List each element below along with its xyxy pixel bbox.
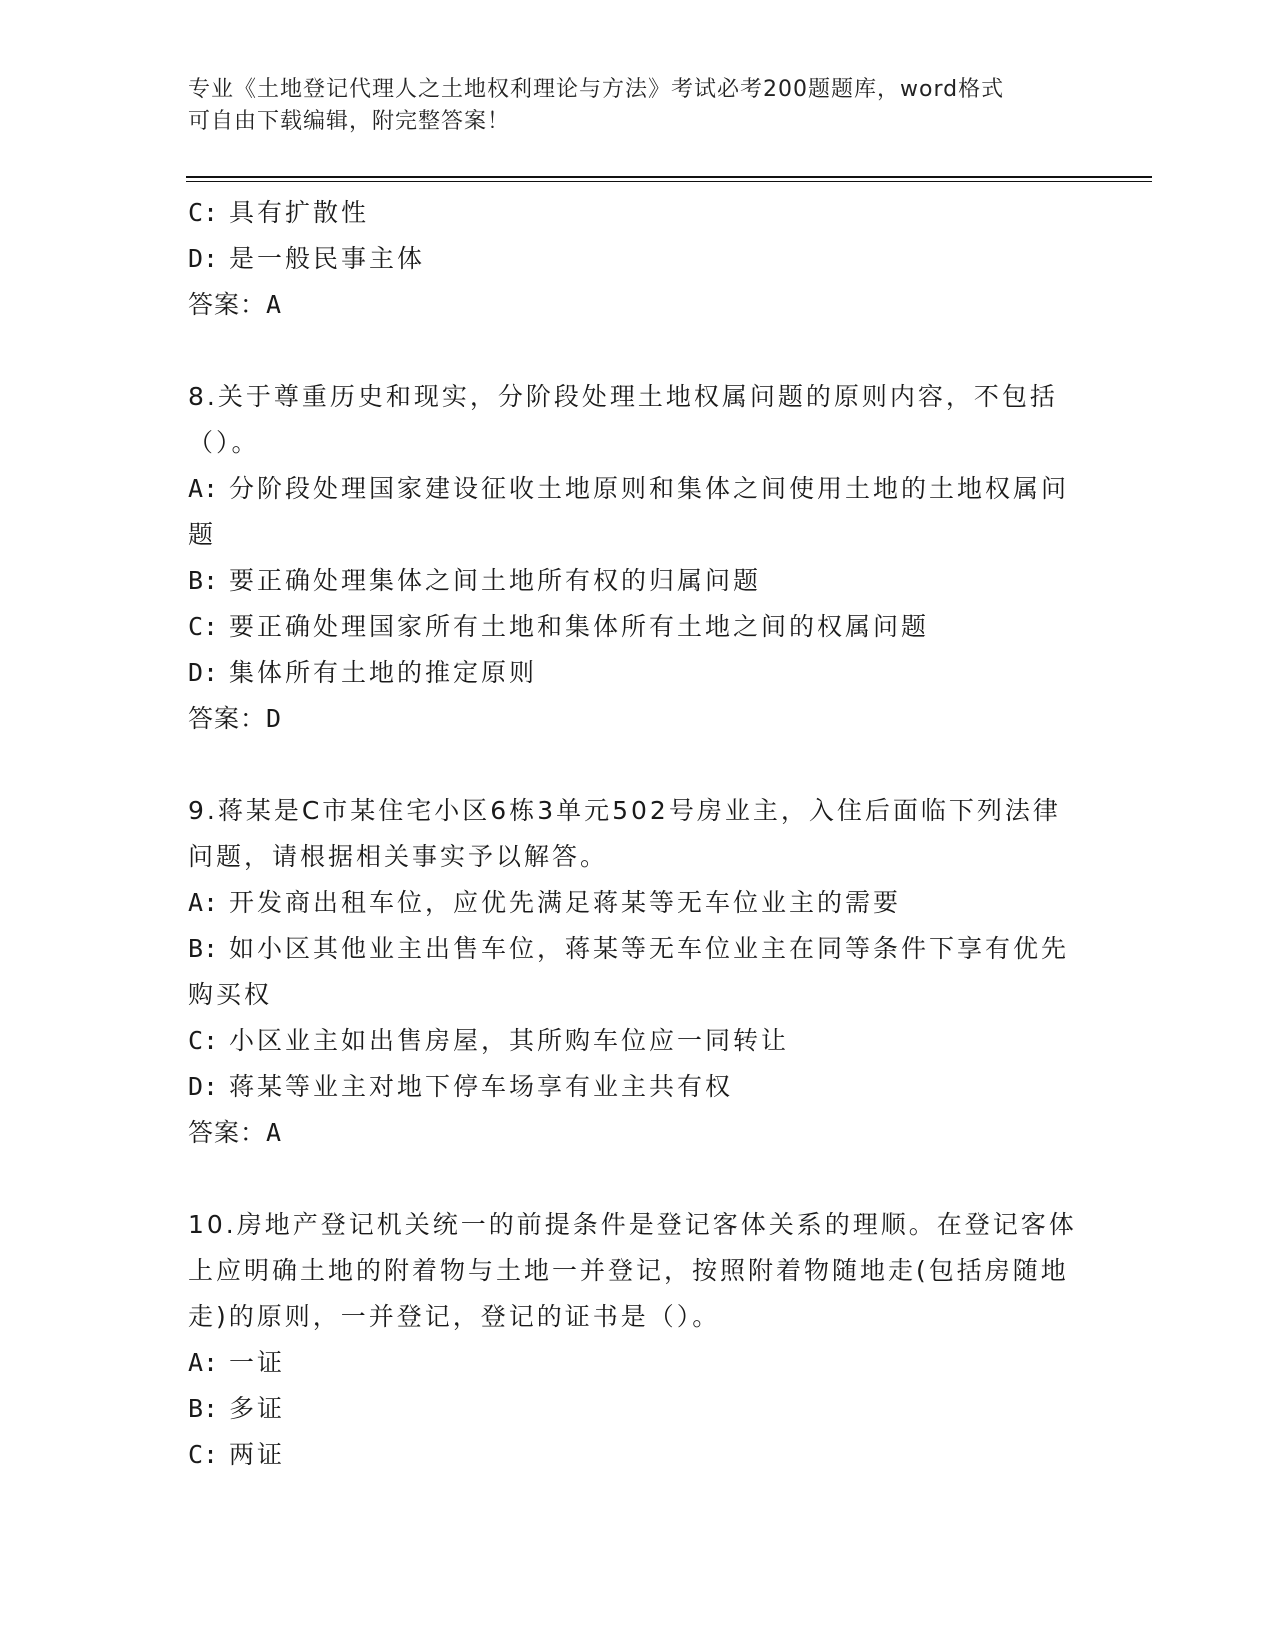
- option-d: [188, 236, 1078, 282]
- option-a: [188, 466, 1078, 558]
- option-key: A:: [188, 474, 219, 503]
- option-key: A:: [188, 888, 219, 917]
- option-key: B:: [188, 566, 219, 595]
- option-text: 分阶段处理国家建设征收土地原则和集体之间使用土地的土地权属问题: [188, 474, 1070, 549]
- option-text: 一证: [218, 1348, 286, 1377]
- option-a: [188, 1340, 1078, 1386]
- answer-line: [188, 282, 1078, 328]
- answer-label: 答案：: [188, 290, 267, 319]
- spacer: [188, 742, 1078, 788]
- question-10: [188, 1202, 1078, 1478]
- option-d: [188, 1064, 1078, 1110]
- option-text: 小区业主如出售房屋，其所购车位应一同转让: [218, 1026, 790, 1055]
- option-key: D:: [188, 244, 219, 273]
- spacer: [188, 1156, 1078, 1202]
- option-text: 要正确处理国家所有土地和集体所有土地之间的权属问题: [218, 612, 930, 641]
- answer-value: D: [266, 704, 285, 733]
- option-b: [188, 558, 1078, 604]
- option-text: 开发商出租车位，应优先满足蒋某等无车位业主的需要: [218, 888, 902, 917]
- option-b: [188, 1386, 1078, 1432]
- option-text: 如小区其他业主出售车位，蒋某等无车位业主在同等条件下享有优先购买权: [188, 934, 1070, 1009]
- option-key: D:: [188, 1072, 219, 1101]
- option-d: [188, 650, 1078, 696]
- option-key: B:: [188, 934, 219, 963]
- option-a: [188, 880, 1078, 926]
- option-text: 具有扩散性: [218, 198, 370, 227]
- option-text: 蒋某等业主对地下停车场享有业主共有权: [218, 1072, 734, 1101]
- answer-value: A: [266, 290, 285, 319]
- option-key: C:: [188, 612, 219, 641]
- header-line-1: 专业《土地登记代理人之土地权利理论与方法》考试必考200题题库，word格式: [188, 77, 1005, 102]
- option-key: D:: [188, 658, 219, 687]
- option-c: [188, 604, 1078, 650]
- option-c: [188, 1432, 1078, 1478]
- option-c: [188, 1018, 1078, 1064]
- question-stem: 10.房地产登记机关统一的前提条件是登记客体关系的理顺。在登记客体上应明确土地的附着物与土地一并登记，按照附着物随地走(包括房随地走)的原则，一并登记，登记的证书是（）。: [188, 1210, 1077, 1331]
- spacer: [188, 328, 1078, 374]
- option-c: [188, 190, 1078, 236]
- question-9: [188, 788, 1078, 1156]
- option-b: [188, 926, 1078, 1018]
- option-key: C:: [188, 1026, 219, 1055]
- header-rule-thick: [186, 176, 1152, 178]
- answer-label: 答案：: [188, 1118, 267, 1147]
- answer-value: A: [266, 1118, 285, 1147]
- option-text: 多证: [218, 1394, 286, 1423]
- option-text: 要正确处理集体之间土地所有权的归属问题: [218, 566, 762, 595]
- answer-label: 答案：: [188, 704, 267, 733]
- option-key: B:: [188, 1394, 219, 1423]
- option-key: C:: [188, 1440, 219, 1469]
- document-body: [188, 190, 1078, 1478]
- question-stem: 9.蒋某是C市某住宅小区6栋3单元502号房业主，入住后面临下列法律问题，请根据相关事实予以解答。: [188, 796, 1061, 871]
- option-key: A:: [188, 1348, 219, 1377]
- option-key: C:: [188, 198, 219, 227]
- header-rule-thin: [186, 181, 1152, 182]
- option-text: 两证: [218, 1440, 286, 1469]
- prev-question-block: [188, 190, 1078, 328]
- option-text: 是一般民事主体: [218, 244, 426, 273]
- header-line-2: 可自由下载编辑，附完整答案！: [188, 109, 511, 134]
- document-header: [188, 74, 1068, 138]
- answer-line: [188, 1110, 1078, 1156]
- question-8: [188, 374, 1078, 742]
- option-text: 集体所有土地的推定原则: [218, 658, 538, 687]
- question-stem: 8.关于尊重历史和现实，分阶段处理土地权属问题的原则内容，不包括（）。: [188, 382, 1058, 457]
- answer-line: [188, 696, 1078, 742]
